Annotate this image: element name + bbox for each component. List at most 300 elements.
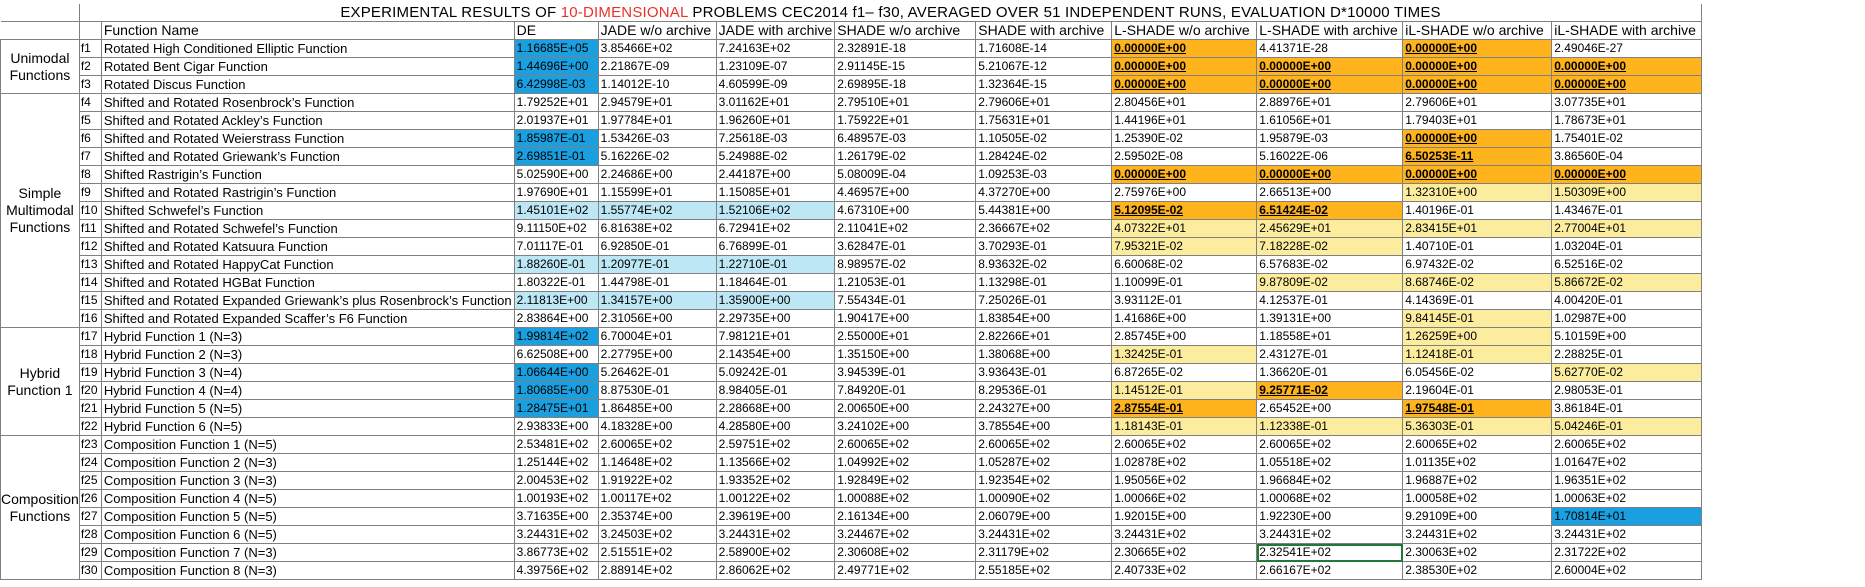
value-cell[interactable]: 5.08009E-04: [835, 166, 976, 184]
value-cell[interactable]: 2.83415E+01: [1403, 220, 1552, 238]
value-cell[interactable]: 2.58900E+02: [716, 544, 835, 562]
value-cell[interactable]: 5.44381E+00: [976, 202, 1112, 220]
value-cell[interactable]: 2.85745E+00: [1112, 328, 1257, 346]
value-cell[interactable]: 2.80456E+01: [1112, 94, 1257, 112]
value-cell[interactable]: 2.69895E-18: [835, 76, 976, 94]
value-cell[interactable]: 1.00068E+02: [1257, 490, 1403, 508]
value-cell[interactable]: 1.61056E+01: [1257, 112, 1403, 130]
value-cell[interactable]: 1.43467E-01: [1552, 202, 1702, 220]
value-cell[interactable]: 2.29735E+00: [716, 310, 835, 328]
value-cell[interactable]: 1.86485E+00: [598, 400, 716, 418]
value-cell[interactable]: 1.32310E+00: [1403, 184, 1552, 202]
value-cell[interactable]: 0.00000E+00: [1403, 76, 1552, 94]
value-cell[interactable]: 1.02987E+00: [1552, 310, 1702, 328]
value-cell[interactable]: 1.99814E+02: [514, 328, 598, 346]
value-cell[interactable]: 2.66513E+00: [1257, 184, 1403, 202]
value-cell[interactable]: 1.97690E+01: [514, 184, 598, 202]
function-name-cell[interactable]: Shifted and Rotated Weierstrass Function: [101, 130, 514, 148]
value-cell[interactable]: 5.86672E-02: [1552, 274, 1702, 292]
value-cell[interactable]: 1.44798E-01: [598, 274, 716, 292]
value-cell[interactable]: 9.87809E-02: [1257, 274, 1403, 292]
function-id-cell[interactable]: f4: [79, 94, 101, 112]
value-cell[interactable]: 1.44196E+01: [1112, 112, 1257, 130]
value-cell[interactable]: 2.31056E+00: [598, 310, 716, 328]
value-cell[interactable]: 8.87530E-01: [598, 382, 716, 400]
value-cell[interactable]: 1.00066E+02: [1112, 490, 1257, 508]
value-cell[interactable]: 3.93112E-01: [1112, 292, 1257, 310]
value-cell[interactable]: 5.16226E-02: [598, 148, 716, 166]
value-cell[interactable]: 4.12537E-01: [1257, 292, 1403, 310]
value-cell[interactable]: 2.59751E+02: [716, 436, 835, 454]
value-cell[interactable]: 2.98053E-01: [1552, 382, 1702, 400]
value-cell[interactable]: 3.86773E+02: [514, 544, 598, 562]
value-cell[interactable]: 1.90417E+00: [835, 310, 976, 328]
value-cell[interactable]: 1.02878E+02: [1112, 454, 1257, 472]
value-cell[interactable]: 6.48957E-03: [835, 130, 976, 148]
value-cell[interactable]: 3.24431E+02: [1257, 526, 1403, 544]
value-cell[interactable]: 2.28668E+00: [716, 400, 835, 418]
value-cell[interactable]: 1.55774E+02: [598, 202, 716, 220]
value-cell[interactable]: 4.07322E+01: [1112, 220, 1257, 238]
value-cell[interactable]: 1.26259E+00: [1403, 328, 1552, 346]
value-cell[interactable]: 2.31722E+02: [1552, 544, 1702, 562]
value-cell[interactable]: 2.32541E+02: [1257, 544, 1403, 562]
value-cell[interactable]: 1.88260E-01: [514, 256, 598, 274]
value-cell[interactable]: 1.41686E+00: [1112, 310, 1257, 328]
value-cell[interactable]: 2.36667E+02: [976, 220, 1112, 238]
value-cell[interactable]: 1.95879E-03: [1257, 130, 1403, 148]
value-cell[interactable]: 3.24467E+02: [835, 526, 976, 544]
value-cell[interactable]: 1.10099E-01: [1112, 274, 1257, 292]
value-cell[interactable]: 0.00000E+00: [1552, 58, 1702, 76]
value-cell[interactable]: 1.06644E+00: [514, 364, 598, 382]
function-name-cell[interactable]: Shifted Schwefel’s Function: [101, 202, 514, 220]
value-cell[interactable]: 7.55434E-01: [835, 292, 976, 310]
value-cell[interactable]: 1.85987E-01: [514, 130, 598, 148]
function-name-cell[interactable]: Hybrid Function 4 (N=4): [101, 382, 514, 400]
function-id-cell[interactable]: f8: [79, 166, 101, 184]
value-cell[interactable]: 2.69851E-01: [514, 148, 598, 166]
function-id-cell[interactable]: f9: [79, 184, 101, 202]
value-cell[interactable]: 1.05518E+02: [1257, 454, 1403, 472]
value-cell[interactable]: 2.82266E+01: [976, 328, 1112, 346]
value-cell[interactable]: 2.31179E+02: [976, 544, 1112, 562]
value-cell[interactable]: 1.13566E+02: [716, 454, 835, 472]
value-cell[interactable]: 1.95056E+02: [1112, 472, 1257, 490]
value-cell[interactable]: 5.62770E-02: [1552, 364, 1702, 382]
value-cell[interactable]: 8.98405E-01: [716, 382, 835, 400]
value-cell[interactable]: 2.86062E+02: [716, 562, 835, 580]
value-cell[interactable]: 0.00000E+00: [1112, 40, 1257, 58]
value-cell[interactable]: 6.62508E+00: [514, 346, 598, 364]
header-ilshade-wo-archive[interactable]: iL-SHADE w/o archive: [1403, 22, 1552, 40]
value-cell[interactable]: 4.39756E+02: [514, 562, 598, 580]
value-cell[interactable]: 2.38530E+02: [1403, 562, 1552, 580]
value-cell[interactable]: 1.10505E-02: [976, 130, 1112, 148]
value-cell[interactable]: 2.49771E+02: [835, 562, 976, 580]
value-cell[interactable]: 2.66167E+02: [1257, 562, 1403, 580]
value-cell[interactable]: 2.93833E+00: [514, 418, 598, 436]
value-cell[interactable]: 1.79252E+01: [514, 94, 598, 112]
function-id-cell[interactable]: f5: [79, 112, 101, 130]
function-id-cell[interactable]: f11: [79, 220, 101, 238]
value-cell[interactable]: 3.24431E+02: [716, 526, 835, 544]
value-cell[interactable]: 1.92354E+02: [976, 472, 1112, 490]
value-cell[interactable]: 1.92849E+02: [835, 472, 976, 490]
value-cell[interactable]: 1.71608E-14: [976, 40, 1112, 58]
value-cell[interactable]: 4.00420E-01: [1552, 292, 1702, 310]
value-cell[interactable]: 1.44696E+00: [514, 58, 598, 76]
value-cell[interactable]: 1.83854E+00: [976, 310, 1112, 328]
function-id-cell[interactable]: f12: [79, 238, 101, 256]
header-ilshade-with-archive[interactable]: iL-SHADE with archive: [1552, 22, 1702, 40]
value-cell[interactable]: 6.81638E+02: [598, 220, 716, 238]
value-cell[interactable]: 1.18464E-01: [716, 274, 835, 292]
function-name-cell[interactable]: Shifted Rastrigin’s Function: [101, 166, 514, 184]
value-cell[interactable]: 1.26179E-02: [835, 148, 976, 166]
header-lshade-with-archive[interactable]: L-SHADE with archive: [1257, 22, 1403, 40]
value-cell[interactable]: 1.92015E+00: [1112, 508, 1257, 526]
value-cell[interactable]: 1.38068E+00: [976, 346, 1112, 364]
value-cell[interactable]: 2.87554E-01: [1112, 400, 1257, 418]
value-cell[interactable]: 1.93352E+02: [716, 472, 835, 490]
value-cell[interactable]: 2.24327E+00: [976, 400, 1112, 418]
value-cell[interactable]: 2.43127E-01: [1257, 346, 1403, 364]
blank-index-header-cell[interactable]: [79, 22, 101, 40]
value-cell[interactable]: 5.02590E+00: [514, 166, 598, 184]
value-cell[interactable]: 3.94539E-01: [835, 364, 976, 382]
value-cell[interactable]: 6.92850E-01: [598, 238, 716, 256]
value-cell[interactable]: 2.60065E+02: [1112, 436, 1257, 454]
value-cell[interactable]: 1.96260E+01: [716, 112, 835, 130]
value-cell[interactable]: 2.55185E+02: [976, 562, 1112, 580]
value-cell[interactable]: 1.40196E-01: [1403, 202, 1552, 220]
value-cell[interactable]: 2.44187E+00: [716, 166, 835, 184]
value-cell[interactable]: 1.03204E-01: [1552, 238, 1702, 256]
value-cell[interactable]: 3.24102E+00: [835, 418, 976, 436]
value-cell[interactable]: 2.94579E+01: [598, 94, 716, 112]
header-shade-wo-archive[interactable]: SHADE w/o archive: [835, 22, 976, 40]
value-cell[interactable]: 4.28580E+00: [716, 418, 835, 436]
function-name-cell[interactable]: Composition Function 8 (N=3): [101, 562, 514, 580]
function-id-cell[interactable]: f1: [79, 40, 101, 58]
value-cell[interactable]: 1.35900E+00: [716, 292, 835, 310]
value-cell[interactable]: 6.50253E-11: [1403, 148, 1552, 166]
value-cell[interactable]: 1.97548E-01: [1403, 400, 1552, 418]
value-cell[interactable]: 0.00000E+00: [1112, 58, 1257, 76]
function-name-cell[interactable]: Hybrid Function 3 (N=4): [101, 364, 514, 382]
value-cell[interactable]: 4.14369E-01: [1403, 292, 1552, 310]
value-cell[interactable]: 2.60065E+02: [1552, 436, 1702, 454]
value-cell[interactable]: 6.87265E-02: [1112, 364, 1257, 382]
function-name-cell[interactable]: Rotated High Conditioned Elliptic Function: [101, 40, 514, 58]
value-cell[interactable]: 6.42998E-03: [514, 76, 598, 94]
function-name-cell[interactable]: Composition Function 7 (N=3): [101, 544, 514, 562]
value-cell[interactable]: 3.24503E+02: [598, 526, 716, 544]
value-cell[interactable]: 1.16685E+05: [514, 40, 598, 58]
value-cell[interactable]: 2.65452E+00: [1257, 400, 1403, 418]
value-cell[interactable]: 9.29109E+00: [1403, 508, 1552, 526]
value-cell[interactable]: 2.28825E-01: [1552, 346, 1702, 364]
value-cell[interactable]: 1.00122E+02: [716, 490, 835, 508]
value-cell[interactable]: 5.16022E-06: [1257, 148, 1403, 166]
value-cell[interactable]: 1.91922E+02: [598, 472, 716, 490]
value-cell[interactable]: 2.40733E+02: [1112, 562, 1257, 580]
value-cell[interactable]: 2.88914E+02: [598, 562, 716, 580]
value-cell[interactable]: 7.01117E-01: [514, 238, 598, 256]
value-cell[interactable]: 1.32364E-15: [976, 76, 1112, 94]
value-cell[interactable]: 0.00000E+00: [1112, 166, 1257, 184]
value-cell[interactable]: 0.00000E+00: [1112, 76, 1257, 94]
value-cell[interactable]: 0.00000E+00: [1403, 130, 1552, 148]
value-cell[interactable]: 2.21867E-09: [598, 58, 716, 76]
value-cell[interactable]: 3.86184E-01: [1552, 400, 1702, 418]
value-cell[interactable]: 1.12338E-01: [1257, 418, 1403, 436]
function-id-cell[interactable]: f24: [79, 454, 101, 472]
value-cell[interactable]: 3.24431E+02: [1112, 526, 1257, 544]
value-cell[interactable]: 3.70293E-01: [976, 238, 1112, 256]
value-cell[interactable]: 5.21067E-12: [976, 58, 1112, 76]
value-cell[interactable]: 1.05287E+02: [976, 454, 1112, 472]
value-cell[interactable]: 3.62847E-01: [835, 238, 976, 256]
value-cell[interactable]: 2.39619E+00: [716, 508, 835, 526]
value-cell[interactable]: 1.00058E+02: [1403, 490, 1552, 508]
function-id-cell[interactable]: f30: [79, 562, 101, 580]
value-cell[interactable]: 2.60065E+02: [835, 436, 976, 454]
value-cell[interactable]: 1.01135E+02: [1403, 454, 1552, 472]
function-name-cell[interactable]: Hybrid Function 1 (N=3): [101, 328, 514, 346]
value-cell[interactable]: 1.97784E+01: [598, 112, 716, 130]
value-cell[interactable]: 5.04246E-01: [1552, 418, 1702, 436]
function-name-cell[interactable]: Shifted and Rotated Expanded Scaffer’s F6 Function: [101, 310, 514, 328]
value-cell[interactable]: 2.30665E+02: [1112, 544, 1257, 562]
value-cell[interactable]: 1.21053E-01: [835, 274, 976, 292]
value-cell[interactable]: 6.72941E+02: [716, 220, 835, 238]
value-cell[interactable]: 1.75401E-02: [1552, 130, 1702, 148]
value-cell[interactable]: 2.79606E+01: [1403, 94, 1552, 112]
value-cell[interactable]: 6.97432E-02: [1403, 256, 1552, 274]
value-cell[interactable]: 6.60068E-02: [1112, 256, 1257, 274]
value-cell[interactable]: 6.51424E-02: [1257, 202, 1403, 220]
function-name-cell[interactable]: Shifted and Rotated Rastrigin’s Function: [101, 184, 514, 202]
header-de[interactable]: DE: [514, 22, 598, 40]
function-name-cell[interactable]: Shifted and Rotated Rosenbrock’s Function: [101, 94, 514, 112]
value-cell[interactable]: 1.20977E-01: [598, 256, 716, 274]
function-name-cell[interactable]: Hybrid Function 5 (N=5): [101, 400, 514, 418]
function-name-cell[interactable]: Shifted and Rotated HGBat Function: [101, 274, 514, 292]
value-cell[interactable]: 1.96351E+02: [1552, 472, 1702, 490]
value-cell[interactable]: 8.93632E-02: [976, 256, 1112, 274]
function-id-cell[interactable]: f27: [79, 508, 101, 526]
value-cell[interactable]: 4.46957E+00: [835, 184, 976, 202]
value-cell[interactable]: 2.00453E+02: [514, 472, 598, 490]
value-cell[interactable]: 2.53481E+02: [514, 436, 598, 454]
value-cell[interactable]: 1.14512E-01: [1112, 382, 1257, 400]
function-name-cell[interactable]: Shifted and Rotated Schwefel’s Function: [101, 220, 514, 238]
value-cell[interactable]: 2.77004E+01: [1552, 220, 1702, 238]
value-cell[interactable]: 2.60004E+02: [1552, 562, 1702, 580]
value-cell[interactable]: 2.06079E+00: [976, 508, 1112, 526]
value-cell[interactable]: 6.57683E-02: [1257, 256, 1403, 274]
function-name-cell[interactable]: Composition Function 1 (N=5): [101, 436, 514, 454]
function-id-cell[interactable]: f26: [79, 490, 101, 508]
function-id-cell[interactable]: f21: [79, 400, 101, 418]
function-name-cell[interactable]: Composition Function 3 (N=3): [101, 472, 514, 490]
value-cell[interactable]: 9.84145E-01: [1403, 310, 1552, 328]
value-cell[interactable]: 2.55000E+01: [835, 328, 976, 346]
function-id-cell[interactable]: f2: [79, 58, 101, 76]
value-cell[interactable]: 2.88976E+01: [1257, 94, 1403, 112]
value-cell[interactable]: 6.70004E+01: [598, 328, 716, 346]
value-cell[interactable]: 2.45629E+01: [1257, 220, 1403, 238]
value-cell[interactable]: 1.70814E+01: [1552, 508, 1702, 526]
value-cell[interactable]: 2.16134E+00: [835, 508, 976, 526]
value-cell[interactable]: 7.18228E-02: [1257, 238, 1403, 256]
value-cell[interactable]: 5.10159E+00: [1552, 328, 1702, 346]
function-id-cell[interactable]: f13: [79, 256, 101, 274]
value-cell[interactable]: 8.98957E-02: [835, 256, 976, 274]
function-name-cell[interactable]: Shifted and Rotated Griewank’s Function: [101, 148, 514, 166]
value-cell[interactable]: 2.24686E+00: [598, 166, 716, 184]
value-cell[interactable]: 3.78554E+00: [976, 418, 1112, 436]
value-cell[interactable]: 1.25390E-02: [1112, 130, 1257, 148]
value-cell[interactable]: 1.39131E+00: [1257, 310, 1403, 328]
value-cell[interactable]: 3.85466E+02: [598, 40, 716, 58]
function-id-cell[interactable]: f28: [79, 526, 101, 544]
value-cell[interactable]: 1.13298E-01: [976, 274, 1112, 292]
function-name-cell[interactable]: Composition Function 4 (N=5): [101, 490, 514, 508]
value-cell[interactable]: 3.71635E+00: [514, 508, 598, 526]
value-cell[interactable]: 2.35374E+00: [598, 508, 716, 526]
value-cell[interactable]: 5.12095E-02: [1112, 202, 1257, 220]
function-id-cell[interactable]: f6: [79, 130, 101, 148]
function-id-cell[interactable]: f14: [79, 274, 101, 292]
value-cell[interactable]: 2.19604E-01: [1403, 382, 1552, 400]
value-cell[interactable]: 1.28475E+01: [514, 400, 598, 418]
value-cell[interactable]: 4.41371E-28: [1257, 40, 1403, 58]
function-name-cell[interactable]: Shifted and Rotated Ackley’s Function: [101, 112, 514, 130]
value-cell[interactable]: 1.53426E-03: [598, 130, 716, 148]
function-name-cell[interactable]: Rotated Bent Cigar Function: [101, 58, 514, 76]
header-function-name[interactable]: Function Name: [101, 22, 514, 40]
value-cell[interactable]: 3.93643E-01: [976, 364, 1112, 382]
value-cell[interactable]: 2.91145E-15: [835, 58, 976, 76]
value-cell[interactable]: 9.25771E-02: [1257, 382, 1403, 400]
value-cell[interactable]: 3.24431E+02: [1552, 526, 1702, 544]
table-title[interactable]: EXPERIMENTAL RESULTS OF 10-DIMENSIONAL PROBLEMS CEC2014 f1– f30, AVERAGED OVER 51 INDEPENDENT RUNS, EVALUATION D*10000 TIMES: [79, 4, 1701, 22]
value-cell[interactable]: 2.27795E+00: [598, 346, 716, 364]
value-cell[interactable]: 1.14648E+02: [598, 454, 716, 472]
function-id-cell[interactable]: f3: [79, 76, 101, 94]
value-cell[interactable]: 6.05456E-02: [1403, 364, 1552, 382]
value-cell[interactable]: 3.07735E+01: [1552, 94, 1702, 112]
value-cell[interactable]: 7.98121E+01: [716, 328, 835, 346]
value-cell[interactable]: 1.00117E+02: [598, 490, 716, 508]
function-id-cell[interactable]: f10: [79, 202, 101, 220]
value-cell[interactable]: 1.35150E+00: [835, 346, 976, 364]
value-cell[interactable]: 2.49046E-27: [1552, 40, 1702, 58]
value-cell[interactable]: 5.36303E-01: [1403, 418, 1552, 436]
function-name-cell[interactable]: Shifted and Rotated HappyCat Function: [101, 256, 514, 274]
function-id-cell[interactable]: f25: [79, 472, 101, 490]
function-name-cell[interactable]: Composition Function 6 (N=5): [101, 526, 514, 544]
function-id-cell[interactable]: f18: [79, 346, 101, 364]
value-cell[interactable]: 1.15599E+01: [598, 184, 716, 202]
value-cell[interactable]: 2.30608E+02: [835, 544, 976, 562]
value-cell[interactable]: 1.34157E+00: [598, 292, 716, 310]
value-cell[interactable]: 1.00090E+02: [976, 490, 1112, 508]
function-id-cell[interactable]: f29: [79, 544, 101, 562]
value-cell[interactable]: 0.00000E+00: [1552, 76, 1702, 94]
value-cell[interactable]: 1.80685E+00: [514, 382, 598, 400]
value-cell[interactable]: 2.75976E+00: [1112, 184, 1257, 202]
value-cell[interactable]: 1.14012E-10: [598, 76, 716, 94]
value-cell[interactable]: 1.22710E-01: [716, 256, 835, 274]
value-cell[interactable]: 2.30063E+02: [1403, 544, 1552, 562]
value-cell[interactable]: 8.29536E-01: [976, 382, 1112, 400]
value-cell[interactable]: 1.00063E+02: [1552, 490, 1702, 508]
value-cell[interactable]: 2.32891E-18: [835, 40, 976, 58]
value-cell[interactable]: 1.45101E+02: [514, 202, 598, 220]
function-id-cell[interactable]: f16: [79, 310, 101, 328]
value-cell[interactable]: 1.04992E+02: [835, 454, 976, 472]
value-cell[interactable]: 2.60065E+02: [976, 436, 1112, 454]
value-cell[interactable]: 2.51551E+02: [598, 544, 716, 562]
group-label[interactable]: Unimodal Functions: [1, 40, 80, 94]
function-id-cell[interactable]: f19: [79, 364, 101, 382]
value-cell[interactable]: 1.78673E+01: [1552, 112, 1702, 130]
function-name-cell[interactable]: Shifted and Rotated Expanded Griewank’s plus Rosenbrock’s Function: [101, 292, 514, 310]
value-cell[interactable]: 3.86560E-04: [1552, 148, 1702, 166]
value-cell[interactable]: 2.11041E+02: [835, 220, 976, 238]
value-cell[interactable]: 1.15085E+01: [716, 184, 835, 202]
value-cell[interactable]: 1.18143E-01: [1112, 418, 1257, 436]
header-jade-with-archive[interactable]: JADE with archive: [716, 22, 835, 40]
value-cell[interactable]: 5.26462E-01: [598, 364, 716, 382]
value-cell[interactable]: 1.92230E+00: [1257, 508, 1403, 526]
value-cell[interactable]: 2.11813E+00: [514, 292, 598, 310]
value-cell[interactable]: 2.79510E+01: [835, 94, 976, 112]
value-cell[interactable]: 4.67310E+00: [835, 202, 976, 220]
value-cell[interactable]: 7.25026E-01: [976, 292, 1112, 310]
value-cell[interactable]: 1.28424E-02: [976, 148, 1112, 166]
function-name-cell[interactable]: Composition Function 2 (N=3): [101, 454, 514, 472]
function-name-cell[interactable]: Composition Function 5 (N=5): [101, 508, 514, 526]
value-cell[interactable]: 3.24431E+02: [1403, 526, 1552, 544]
value-cell[interactable]: 1.80322E-01: [514, 274, 598, 292]
value-cell[interactable]: 0.00000E+00: [1403, 58, 1552, 76]
value-cell[interactable]: 5.09242E-01: [716, 364, 835, 382]
value-cell[interactable]: 2.83864E+00: [514, 310, 598, 328]
header-lshade-wo-archive[interactable]: L-SHADE w/o archive: [1112, 22, 1257, 40]
value-cell[interactable]: 4.37270E+00: [976, 184, 1112, 202]
value-cell[interactable]: 1.09253E-03: [976, 166, 1112, 184]
value-cell[interactable]: 3.24431E+02: [976, 526, 1112, 544]
value-cell[interactable]: 6.52516E-02: [1552, 256, 1702, 274]
value-cell[interactable]: 1.96684E+02: [1257, 472, 1403, 490]
value-cell[interactable]: 9.11150E+02: [514, 220, 598, 238]
value-cell[interactable]: 2.60065E+02: [1257, 436, 1403, 454]
group-label[interactable]: Simple Multimodal Functions: [1, 94, 80, 328]
value-cell[interactable]: 4.18328E+00: [598, 418, 716, 436]
value-cell[interactable]: 0.00000E+00: [1552, 166, 1702, 184]
value-cell[interactable]: 0.00000E+00: [1403, 166, 1552, 184]
value-cell[interactable]: 7.95321E-02: [1112, 238, 1257, 256]
function-id-cell[interactable]: f23: [79, 436, 101, 454]
value-cell[interactable]: 1.00088E+02: [835, 490, 976, 508]
header-shade-with-archive[interactable]: SHADE with archive: [976, 22, 1112, 40]
function-name-cell[interactable]: Shifted and Rotated Katsuura Function: [101, 238, 514, 256]
